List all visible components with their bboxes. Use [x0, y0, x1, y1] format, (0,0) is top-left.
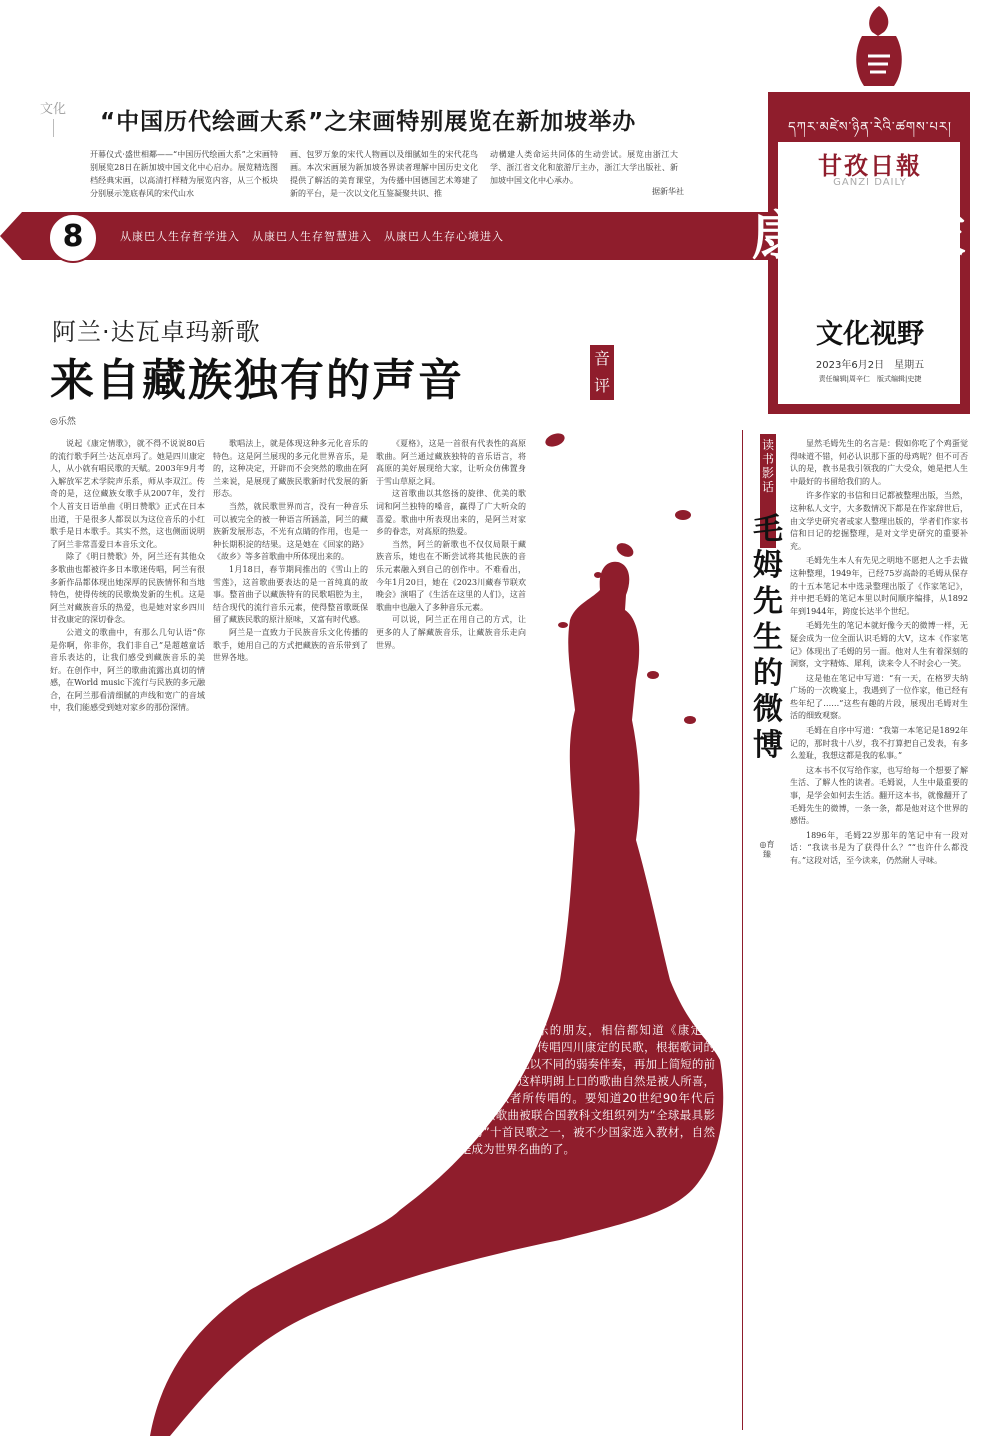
review-tag: 音评: [590, 345, 614, 400]
article-paragraph: 可以说，阿兰正在用自己的方式，让更多的人了解藏族音乐，让藏族音乐走向世界。: [376, 615, 526, 650]
article-byline: ◎乐然: [50, 417, 76, 427]
section-tag: [40, 102, 66, 137]
book-paragraph: 毛姆先生本人有先见之明地不愿把人之手去做这种整理，1949年，已经75岁高龄的毛姆从保存的十五本笔记本中选录整理出版了《作家笔记》，并中把毛姆的笔记本里以时间顺序编排，从1892年到1944年，跨度长达半个世纪。: [790, 556, 968, 616]
masthead-tibetan: དཀར་མཛེས་ཉིན་རེའི་ཚགས་པར།: [788, 120, 952, 135]
band-slogan: 从康巴人生存哲学进入 从康巴人生存智慧进入 从康巴人生存心境进入: [120, 230, 504, 243]
paper-english-name: GANZI DAILY: [833, 177, 907, 188]
book-paragraph: 这本书不仅写给作家，也写给每一个想要了解生活、了解人性的读者。毛姆说，人生中最重要的事，是学会如何去生活。翻开这本书，就像翻开了毛姆先生的微博，一条一条，都是他对这个世界的感悟。: [790, 765, 968, 826]
book-column-tag: 读书影话: [760, 434, 776, 548]
seal-icon: [848, 2, 910, 92]
article-column-2: [213, 438, 368, 665]
pull-quote: 只要喜欢听音乐的朋友，相信都知道《康定情歌》，这是一首传唱四川康定的民歌，根据歌词的表达内容，配以不同的弱奏伴奏，再加上简短的前奏和尾声，这样明朗上口的歌曲自然是被人所喜，也是被歌者所传唱的。要知道20世纪90年代后期，该歌曲被联合国教科文组织列为“全球最具影响力”十首民歌之一，被不少国家选入教材，自然是成为世界名曲的了。: [460, 1023, 715, 1156]
book-review-body: [790, 438, 968, 870]
book-paragraph: 1896年，毛姆22岁那年的笔记中有一段对话：“我读书是为了获得什么？”“也许什么都没有。”这段对话，至今读来，仍然耐人寻味。: [790, 830, 968, 865]
column-divider: [742, 430, 743, 1430]
article-kicker: 阿兰·达瓦卓玛新歌: [52, 318, 261, 346]
book-review-title: 毛姆先生的微博: [753, 512, 783, 763]
article-paragraph: 歌唱法上，就是体现这种多元化音乐的特色。这是阿兰展现的多元化世界音乐，是的，这种决定，开辟而不会突然的歌曲在阿兰来说，是展现了藏族民歌新时代发展的新形态。: [213, 439, 368, 499]
article-headline: 来自藏族独有的声音: [50, 355, 464, 406]
weekly-title: 康巴周末: [751, 206, 968, 267]
book-paragraph: 许多作家的书信和日记都被整理出版，当然，这种私人文字，大多数情况下都是在作家辞世后，由文学史研究者或家人整理出版的，学者们作家书信和日记的挖掘整理，是对文学史研究的重要补充。: [790, 491, 968, 551]
article-column-3: [376, 438, 526, 652]
article-paragraph: 《夏格》，这是一首很有代表性的高原歌曲。阿兰通过藏族独特的音乐语言，将高原的美好展现给大家，让听众仿佛置身于雪山草原之间。: [376, 439, 526, 486]
article-column-1: [50, 438, 205, 715]
article-paragraph: 阿兰是一直致力于民族音乐文化传播的歌手，她用自己的方式把藏族的音乐带到了世界各地。: [213, 627, 368, 663]
book-paragraph: 显然毛姆先生的名言是：假如你吃了个鸡蛋觉得味道不错，何必认识那下蛋的母鸡呢？但不可否认的是，教书是我引领我的广大受众，她是把人生中最好的书留给我们的人。: [790, 439, 968, 486]
article-paragraph: 当然，阿兰的新歌也不仅仅局限于藏族音乐，她也在不断尝试将其他民族的音乐元素融入到自己的创作中。不难看出，今年1月20日，她在《2023川藏春节联欢晚会》演唱了《生活在这里的人们》，这首歌曲中也融入了多种音乐元素。: [376, 539, 526, 612]
article-paragraph: 这首歌曲以其悠扬的旋律、优美的歌词和阿兰独特的嗓音，赢得了广大听众的喜爱。歌曲中所表现出来的，是阿兰对家乡的眷恋，对高原的热爱。: [376, 489, 526, 537]
article-paragraph: 当然，就民歌世界而言，没有一种音乐可以被完全的被一种语言所涵盖，阿兰的藏族新发展形态，不光有点睛的作用，也是一种长期积淀的结果。这是她在《回家的路》《故乡》等多首歌曲中所体现出来的。: [213, 501, 368, 562]
section-title: 文化视野: [816, 319, 924, 350]
book-review-author: ◎育臻: [759, 840, 775, 859]
article-paragraph: 除了《明日赞歌》外，阿兰还有其他众多歌曲也都被许多日本歌迷传唱，阿兰有很多新作品都体现出她深厚的民族情怀和当地特色，使得传统的民歌焕发新的生机。这是阿兰对藏族音乐的热爱，也是她对家乡四川甘孜康定的深切眷念。: [50, 552, 205, 625]
section-tag-label: 文化: [40, 102, 67, 117]
top-story-column-1: 开幕仪式·盛世相鄰——“中国历代绘画大系”之宋画特别展览28日在新加坡中国文化中心启办。展览精选图档经典宋画，以高清打样精为展览内容，从三个板块分别展示笼底春风的宋代山水: [90, 150, 278, 198]
top-story-column-3: 动構建人类命运共同体的生动尝试。展览由浙江大学、浙江省文化和旅游厅主办，浙江大学出版社、新加坡中国文化中心承办。: [490, 150, 678, 185]
paper-name: 甘孜日報: [818, 151, 922, 180]
page-number: 8: [48, 213, 98, 263]
book-paragraph: 这是他在笔记中写道：“有一天，在格罗夫纳广场的一次晚宴上，我遇到了一位作家，他已经有些年纪了……”这些有趣的片段，展现出毛姆对生活的细致观察。: [790, 673, 968, 721]
tag-divider: [53, 119, 54, 137]
article-paragraph: 公道文的歌曲中，有那么几句认语“你是你啊，你非你，我们非自己”是超越童话音乐表达的，让我们感受到藏族音乐的美好。在创作中，阿兰的歌曲流露出真切的情感，在World music下流行与民族的多元融合，在阿兰那看清细腻的声线和宽广的音域中，我们能感受到她对家乡的那份深情。: [50, 627, 205, 713]
article-paragraph: 1月18日，春节期间推出的《雪山上的雪莲》，这首歌曲要表达的是一首纯真的故事。整首曲子以藏族特有的民歌唱腔为主，结合现代的流行音乐元素，使得整首歌既保留了藏族民歌的原汁原味，又富有时代感。: [213, 564, 368, 625]
editors-line: 责任编辑|周辛仁 版式编辑|史捷: [818, 375, 922, 383]
book-paragraph: 毛姆先生的笔记本就好像今天的微博一样，无疑会成为一位全面认识毛姆的大V，这本《作家笔记》体现出了毛姆的另一面。他对人生有着深刻的洞察，文字精炼、犀利，读来令人不时会心一笑。: [790, 621, 968, 669]
top-story-title: “中国历代绘画大系”之宋画特别展览在新加坡举办: [100, 109, 637, 135]
article-paragraph: 说起《康定情歌》，就不得不说说80后的流行歌手阿兰·达瓦卓玛了。她是四川康定人，从小就有唱民歌的天赋。2003年9月考入解放军艺术学院声乐系，师从李双江。传奇的是，这位藏族女歌手从2007年，发行个人首支日语单曲《明日赞歌》正式在日本出道，于是很多人都误以为这位音乐的小红歌手是日本歌手。其实不然，这也侧面说明了阿兰非常喜爱日本音乐文化。: [50, 439, 205, 549]
top-story-column-2: 画、包罗万象的宋代人物画以及细腻如生的宋代花鸟画。本次宋画展为新加坡各界读者理解中国历史文化提供了解活的美育课堂，为传播中国德国艺术筹建了新的平台，是一次以文化互鉴凝聚共识、推: [290, 150, 478, 198]
issue-date: 2023年6月2日 星期五: [815, 360, 925, 371]
top-story-credit: 据新华社: [652, 187, 684, 196]
book-paragraph: 毛姆在自序中写道：“我第一本笔记是1892年记的，那时我十八岁，我不打算把自己发表，有多么羞耻，我想这都是我的私事。”: [790, 726, 968, 761]
